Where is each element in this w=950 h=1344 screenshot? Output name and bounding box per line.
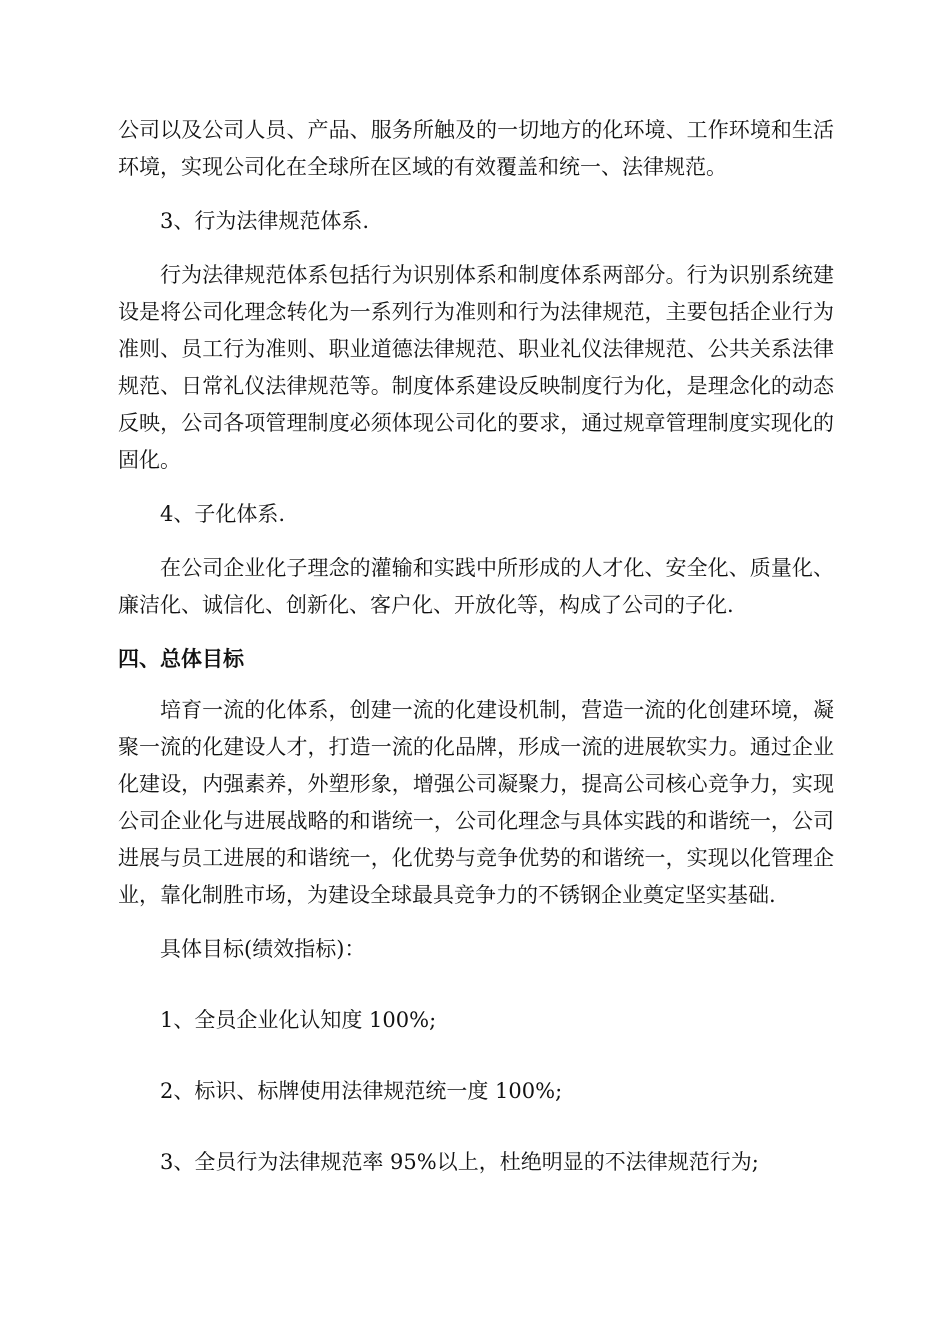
item-3-title: 3、行为法律规范体系.	[160, 209, 370, 233]
section-4-heading: 四、总体目标	[118, 647, 244, 671]
goals-intro: 具体目标(绩效指标)：	[160, 937, 366, 961]
paragraph-behavior-norms: 行为法律规范体系包括行为识别体系和制度体系两部分。行为识别系统建设是将公司化理念转化为一系列行为准则和行为法律规范，主要包括企业行为准则、员工行为准则、职业道德法律规范、职业礼仪法律规范、公共关系法律规范、日常礼仪法律规范等。制度体系建设反映制度行为化，是理念化的动态反映，公司各项管理制度必须体现公司化的要求，通过规章管理制度实现化的固化。	[118, 263, 834, 472]
paragraph-sub-culture: 在公司企业化子理念的灌输和实践中所形成的人才化、安全化、质量化、廉洁化、诚信化、创新化、客户化、开放化等，构成了公司的子化.	[118, 556, 834, 617]
goal-item-1: 1、全员企业化认知度 100%;	[160, 1008, 437, 1032]
paragraph-overall-goal: 培育一流的化体系，创建一流的化建设机制，营造一流的化创建环境，凝聚一流的化建设人才，打造一流的化品牌，形成一流的进展软实力。通过企业化建设，内强素养，外塑形象，增强公司凝聚力，提高公司核心竞争力，实现公司企业化与进展战略的和谐统一，公司化理念与具体实践的和谐统一，公司进展与员工进展的和谐统一，化优势与竞争优势的和谐统一，实现以化管理企业，靠化制胜市场，为建设全球最具竞争力的不锈钢企业奠定坚实基础.	[118, 698, 834, 907]
paragraph-environment: 公司以及公司人员、产品、服务所触及的一切地方的化环境、工作环境和生活环境，实现公司化在全球所在区域的有效覆盖和统一、法律规范。	[118, 118, 834, 179]
goal-item-3: 3、全员行为法律规范率 95%以上，杜绝明显的不法律规范行为;	[160, 1150, 759, 1174]
goal-item-2: 2、标识、标牌使用法律规范统一度 100%;	[160, 1079, 563, 1103]
document-body	[118, 112, 834, 1215]
item-4-title: 4、子化体系.	[160, 502, 286, 526]
